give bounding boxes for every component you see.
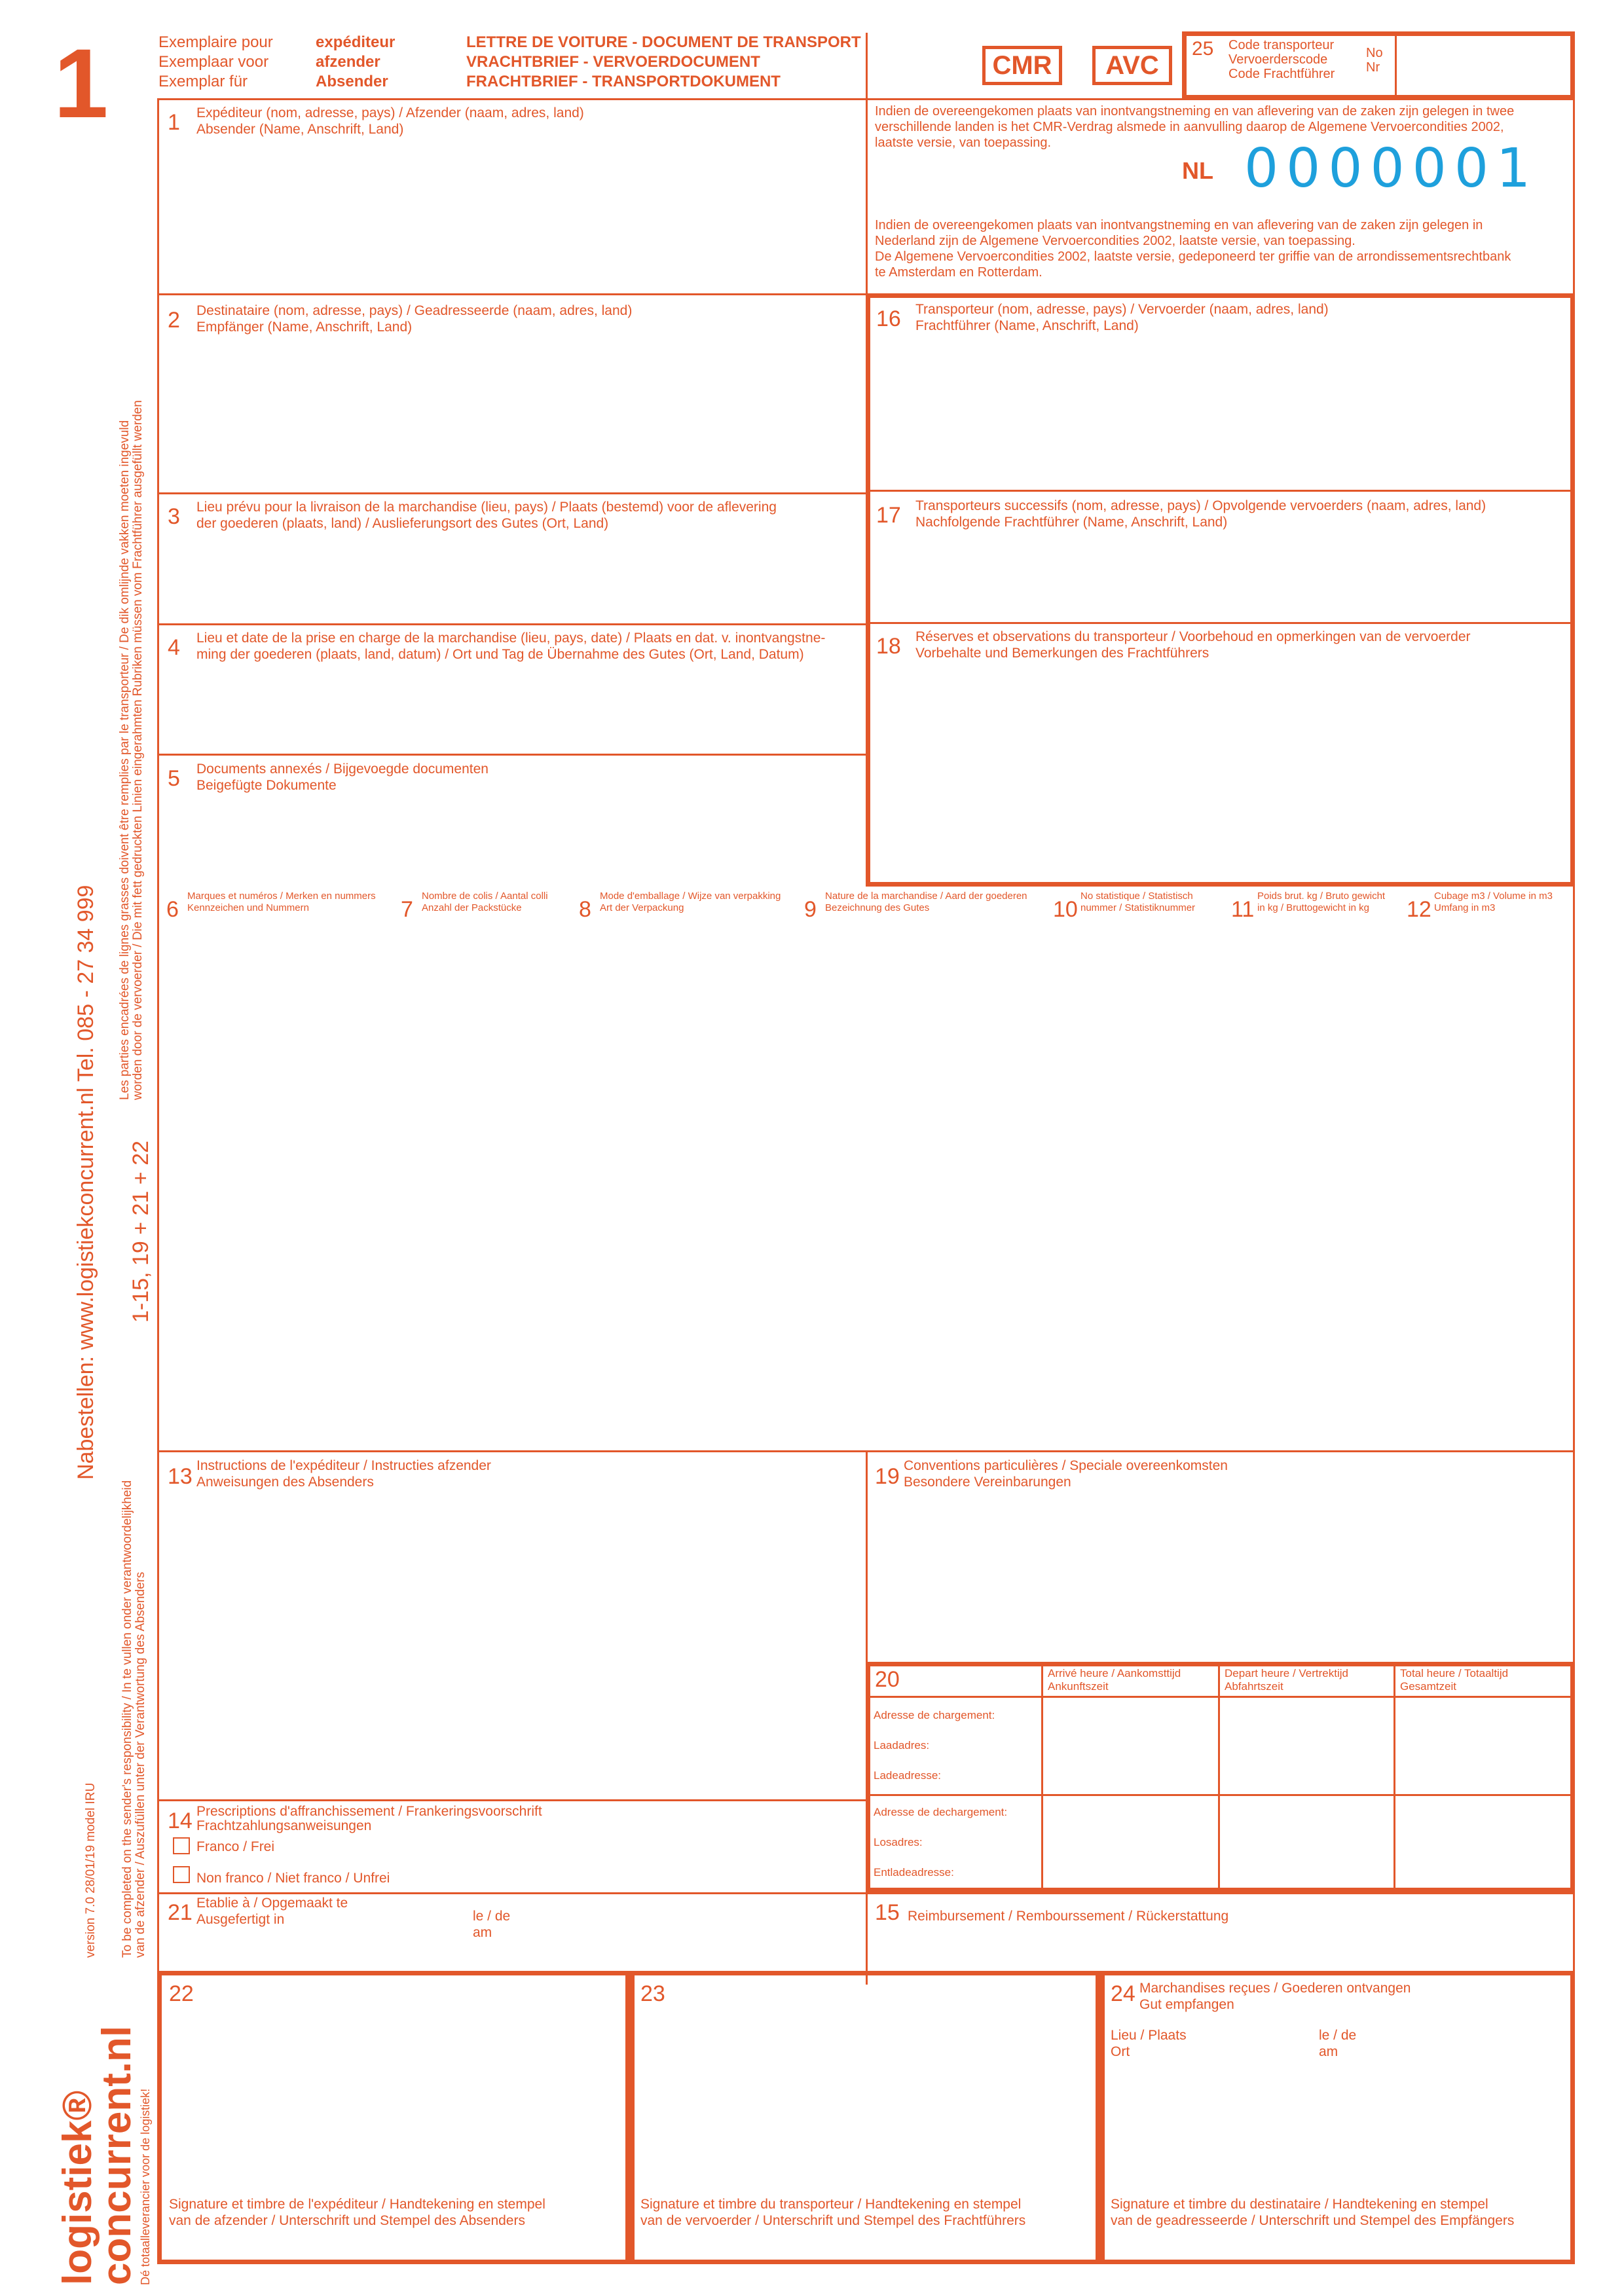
field-2-label: Destinataire (nom, adresse, pays) / Geadresseerde (naam, adres, land) Empfänger (Name, Anschrift, Land): [196, 303, 633, 335]
goods-col-12-label: Cubage m3 / Volume in m3 Umfang in m3: [1434, 890, 1553, 913]
field-15-label: Reimbursement / Rembourssement / Rückerstattung: [908, 1909, 1229, 1924]
copy-number: 1: [54, 28, 109, 138]
field-4-number: 4: [168, 635, 180, 660]
version-info: version 7.0 28/01/19 model IRU: [84, 1782, 98, 1958]
field-2-consignee[interactable]: [157, 295, 866, 492]
field-18-reservations[interactable]: [871, 625, 1570, 881]
franco-checkbox[interactable]: [173, 1837, 190, 1854]
field-13-label: Instructions de l'expéditeur / Instructies afzender Anweisungen des Absenders: [196, 1458, 491, 1490]
field-24-number: 24: [1111, 1981, 1135, 2006]
field-17-label: Transporteurs successifs (nom, adresse, pays) / Opvolgende vervoerders (naam, adres, land) Nachfolgende Frachtführer (Name, Anschrift, Land): [915, 498, 1486, 530]
field-16-label: Transporteur (nom, adresse, pays) / Vervoerder (naam, adres, land) Frachtführer (Name, Anschrift, Land): [915, 302, 1329, 333]
field-15-reimbursement[interactable]: [868, 1894, 1575, 1973]
field-3-delivery-place[interactable]: [157, 494, 866, 623]
field-22-signature-label: Signature et timbre de l'expéditeur / Handtekening en stempel van de afzender / Unterschrift und Stempel des Absenders: [169, 2197, 545, 2228]
copy-for-label: Exemplaire pour Exemplaar voor Exemplar für: [158, 33, 273, 90]
field-4-pickup[interactable]: [157, 625, 866, 754]
field-21-date-label: le / de am: [473, 1909, 511, 1940]
field-18-label: Réserves et observations du transporteur / Voorbehoud en opmerkingen van de vervoerder Vorbehalte und Bemerkungen des Frachtführers: [915, 629, 1471, 661]
bold-boxes-note-2: worden door de vervoerder / Die mit fett gedruckten Linien eingerahmten Rubriken müssen vom Frachtführer ausgefüllt werden: [131, 400, 145, 1100]
field-5-documents[interactable]: [157, 756, 866, 885]
field-14-number: 14: [168, 1808, 193, 1833]
logo-logistiek: logistiek®: [55, 2090, 100, 2285]
goods-col-11-label: Poids brut. kg / Bruto gewicht in kg / Bruttogewicht in kg: [1257, 890, 1386, 913]
field-14-label: Prescriptions d'affranchissement / Frankeringsvoorschrift Frachtzahlungsanweisungen: [196, 1804, 542, 1833]
logo-concurrent: concurrent.nl: [94, 2025, 139, 2285]
field-19-number: 19: [875, 1464, 900, 1489]
field-16-carrier[interactable]: [871, 299, 1570, 488]
field-16-number: 16: [876, 306, 901, 331]
copy-recipient: expéditeur afzender Absender: [316, 33, 396, 90]
box-20-unloading-address: Adresse de dechargement: Losadres: Entladeadresse:: [874, 1806, 1008, 1879]
goods-col-7-label: Nombre de colis / Aantal colli Anzahl der Packstücke: [422, 890, 548, 913]
field-21-place-date[interactable]: [157, 1894, 866, 1973]
avc-tag: AVC: [1092, 46, 1172, 85]
field-1-sender[interactable]: [157, 98, 866, 293]
field-2-number: 2: [168, 308, 180, 333]
boxes-to-fill: 1-15, 19 + 21 + 22: [128, 1141, 153, 1323]
box-20-departure-header: Depart heure / Vertrektijd Abfahrtszeit: [1225, 1667, 1348, 1693]
field-15-number: 15: [875, 1900, 900, 1925]
serial-number: 0000001: [1244, 138, 1539, 200]
goods-col-9-number: 9: [804, 897, 817, 922]
box-20-arrival-header: Arrivé heure / Aankomsttijd Ankunftszeit: [1048, 1667, 1181, 1693]
field-19-special-agreements[interactable]: [868, 1452, 1575, 1662]
field-18-number: 18: [876, 634, 901, 659]
field-5-number: 5: [168, 766, 180, 791]
goods-area[interactable]: [157, 923, 1575, 1450]
non-franco-label: Non franco / Niet franco / Unfrei: [196, 1871, 390, 1886]
goods-col-12-number: 12: [1407, 897, 1431, 922]
field-24-label: Marchandises reçues / Goederen ontvangen Gut empfangen: [1139, 1981, 1411, 2012]
responsibility-note-2: van de afzender / Auszufüllen unter der Verantwortung des Absenders: [134, 1571, 147, 1958]
field-19-label: Conventions particulières / Speciale overeenkomsten Besondere Vereinbarungen: [904, 1458, 1228, 1490]
bold-boxes-note-1: Les parties encadrées de lignes grasses doivent être remplies par le transporteur / De dik omlijnde vakken moeten ingevuld: [118, 420, 132, 1100]
field-4-label: Lieu et date de la prise en charge de la marchandise (lieu, pays, date) / Plaats en dat. v. inontvangstne- ming der goederen (plaats, land, datum) / Ort und Tag de Übernahme des Gutes (Ort, Land, Datum): [196, 631, 826, 662]
field-23-signature-label: Signature et timbre du transporteur / Handtekening en stempel van de vervoerder / Unterschrift und Stempel des Frachtführers: [640, 2197, 1026, 2228]
document-title: LETTRE DE VOITURE - DOCUMENT DE TRANSPORT VRACHTBRIEF - VERVOERDOCUMENT FRACHTBRIEF - TRANSPORTDOKUMENT: [466, 33, 861, 90]
field-24-signature-label: Signature et timbre du destinataire / Handtekening en stempel van de geadresseerde / Unterschrift und Stempel des Empfängers: [1111, 2197, 1515, 2228]
box-20-total-header: Total heure / Totaaltijd Gesamtzeit: [1400, 1667, 1509, 1693]
field-13-instructions[interactable]: [157, 1452, 866, 1799]
field-21-label: Etablie à / Opgemaakt te Ausgefertigt in: [196, 1896, 348, 1927]
logo-tagline: Dé totaalleverancier voor de logistiek!: [139, 2088, 152, 2285]
field-22-number: 22: [169, 1981, 194, 2006]
field-21-number: 21: [168, 1900, 193, 1925]
field-1-label: Expéditeur (nom, adresse, pays) / Afzender (naam, adres, land) Absender (Name, Anschrift, Land): [196, 105, 584, 137]
goods-col-8-label: Mode d'emballage / Wijze van verpakking Art der Verpackung: [600, 890, 781, 913]
field-24-date-label: le / de am: [1319, 2028, 1357, 2059]
goods-col-10-number: 10: [1053, 897, 1078, 922]
field-17-number: 17: [876, 503, 901, 528]
goods-col-6-label: Marques et numéros / Merken en nummers Kennzeichen und Nummern: [187, 890, 376, 913]
goods-col-10-label: No statistique / Statistisch nummer / Statistiknummer: [1080, 890, 1196, 913]
cmr-tag: CMR: [982, 46, 1062, 85]
box-25-label: Code transporteur Vervoerderscode Code Frachtführer: [1228, 38, 1335, 81]
field-5-label: Documents annexés / Bijgevoegde documenten Beigefügte Dokumente: [196, 761, 489, 793]
goods-col-9-label: Nature de la marchandise / Aard der goederen Bezeichnung des Gutes: [825, 890, 1027, 913]
field-24-place-label: Lieu / Plaats Ort: [1111, 2028, 1187, 2059]
legal-text-international: Indien de overeengekomen plaats van inontvangstneming en van aflevering van de zaken zijn gelegen in twee verschillende landen is het CMR-Verdrag alsmede in aanvulling daarop de Algemene Vervoercondities 2002, laatste versie, van toepassing.: [875, 104, 1515, 150]
field-1-number: 1: [168, 110, 180, 135]
order-info: Nabestellen: www.logistiekconcurrent.nl Tel. 085 - 27 34 999: [73, 885, 98, 1480]
goods-col-11-number: 11: [1231, 897, 1255, 922]
field-3-label: Lieu prévu pour la livraison de la marchandise (lieu, pays) / Plaats (bestemd) voor de aflevering der goederen (plaats, land) / Auslieferungsort des Gutes (Ort, Land): [196, 500, 777, 531]
non-franco-checkbox[interactable]: [173, 1866, 190, 1883]
field-13-number: 13: [168, 1464, 193, 1489]
field-23-number: 23: [640, 1981, 665, 2006]
field-17-successive-carriers[interactable]: [871, 492, 1570, 621]
franco-label: Franco / Frei: [196, 1839, 275, 1854]
box-20-number: 20: [875, 1667, 900, 1692]
goods-col-7-number: 7: [401, 897, 413, 922]
box-20-loading-address: Adresse de chargement: Laadadres: Ladeadresse:: [874, 1709, 995, 1782]
legal-text-domestic: Indien de overeengekomen plaats van inontvangstneming en van aflevering van de zaken zijn gelegen in Nederland zijn de Algemene Vervoercondities 2002, laatste versie, van toepassing. De Algemene Vervoercondities 2002, laatste versie, gedeponeerd ter griffie van de arrondissementsrechtbank te Amsterdam en Rotterdam.: [875, 218, 1511, 280]
serial-prefix: NL: [1182, 157, 1213, 184]
responsibility-note-1: To be completed on the sender's responsibility / In te vullen onder verantwoordelijkheid: [120, 1480, 134, 1958]
goods-col-8-number: 8: [579, 897, 591, 922]
field-3-number: 3: [168, 504, 180, 529]
box-25-number: 25: [1192, 38, 1214, 60]
goods-col-6-number: 6: [166, 897, 179, 922]
box-25-no-label: No Nr: [1366, 46, 1383, 75]
